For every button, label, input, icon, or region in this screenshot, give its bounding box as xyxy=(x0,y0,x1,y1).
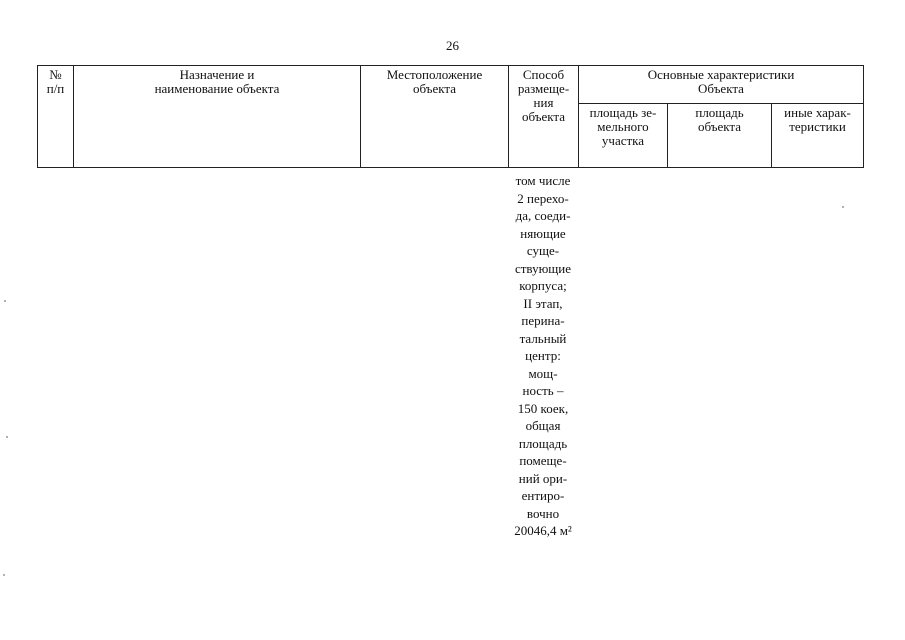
header-placement-line-1: Способ xyxy=(522,67,565,82)
header-object-line-1: площадь xyxy=(695,105,744,120)
continuation-line: II этап, xyxy=(523,295,563,311)
header-no-line-2: п/п xyxy=(46,81,65,96)
continuation-line: ентиро- xyxy=(521,488,565,503)
continuation-line: вочно xyxy=(526,505,560,521)
header-placement-line-3: ния xyxy=(533,95,554,110)
continuation-line: тальный xyxy=(519,330,567,346)
continuation-line: ний ори- xyxy=(518,470,568,486)
continuation-line: ность – xyxy=(522,383,564,398)
header-other-characteristics xyxy=(772,104,864,168)
continuation-line: корпуса; xyxy=(519,278,567,293)
header-object-line-2: объекта xyxy=(697,119,742,134)
header-main-line-2: Объекта xyxy=(698,81,744,96)
continuation-line: 2 перехо- xyxy=(517,190,569,206)
continuation-line: суще- xyxy=(526,243,560,258)
continuation-line: общая xyxy=(525,418,561,433)
continuation-line: мощ- xyxy=(528,365,558,381)
header-land-line-2: мельного xyxy=(597,119,649,134)
header-land-line-1: площадь зе- xyxy=(589,105,657,120)
header-land-area xyxy=(579,104,668,168)
header-land-line-3: участка xyxy=(601,133,645,148)
header-location xyxy=(361,66,509,168)
continuation-line: том числе xyxy=(515,173,571,188)
header-placement-line-4: объекта xyxy=(521,109,566,124)
scan-speck xyxy=(842,206,844,208)
continuation-line: центр: xyxy=(525,348,561,363)
header-purpose-line-1: Назначение и xyxy=(179,67,255,82)
scan-speck xyxy=(3,574,5,576)
continuation-line: перина- xyxy=(521,313,565,328)
continuation-line: да, соеди- xyxy=(515,208,571,223)
continuation-line: помеще- xyxy=(519,453,567,468)
continuation-line: ствующие xyxy=(514,260,572,276)
continuation-line: 20046,4 м² xyxy=(514,523,572,538)
header-location-line-2: объекта xyxy=(412,81,457,96)
header-no-line-1: № xyxy=(49,67,62,82)
header-object-area xyxy=(668,104,772,168)
header-purpose-line-2: наименование объекта xyxy=(154,81,280,96)
header-other-line-1: иные харак- xyxy=(784,105,851,120)
continuation-line: 150 коек, xyxy=(517,400,569,416)
scan-speck xyxy=(4,300,6,302)
header-no xyxy=(38,66,74,168)
continuation-line: няющие xyxy=(520,225,566,241)
header-placement-line-2: размеще- xyxy=(517,81,570,96)
header-main-line-1: Основные характеристики xyxy=(647,67,795,82)
placement-continuation-text xyxy=(508,172,578,540)
header-purpose xyxy=(74,66,361,168)
scan-speck xyxy=(6,436,8,438)
table-header xyxy=(37,65,864,168)
header-main-characteristics xyxy=(579,66,864,104)
continuation-line: площадь xyxy=(518,435,568,451)
page-number: 26 xyxy=(446,38,459,53)
header-other-line-2: теристики xyxy=(789,119,846,134)
header-location-line-1: Местоположение xyxy=(386,67,483,82)
header-placement xyxy=(509,66,579,168)
